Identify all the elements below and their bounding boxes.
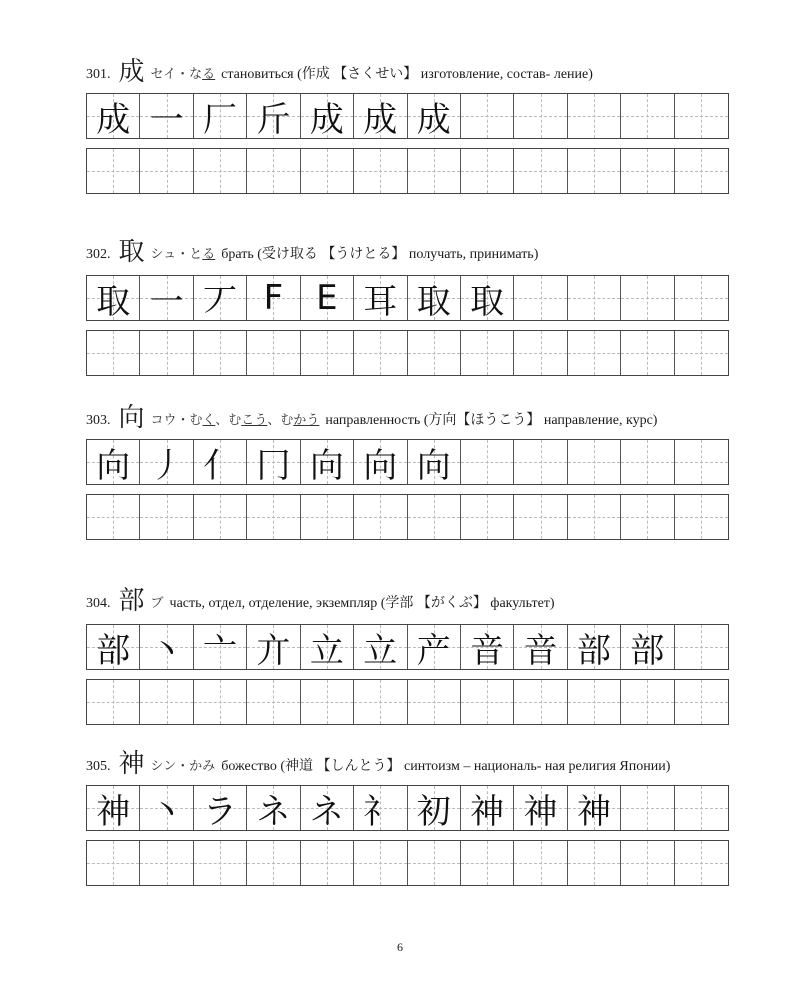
stroke-glyph: 取 [416,281,451,320]
practice-cell[interactable] [568,331,621,375]
practice-cell[interactable] [461,331,514,375]
stroke-glyph: 亻 [203,445,238,484]
stroke-glyph: F [263,278,284,318]
practice-cell[interactable] [354,331,407,375]
stroke-glyph: 一 [149,281,184,320]
kanji-entry [86,57,729,194]
stroke-cell [461,625,514,669]
stroke-glyph: 成 [416,99,451,138]
entry-number: 305. [86,759,111,774]
entry-heading [86,57,729,87]
practice-grid[interactable] [86,494,729,540]
entry-meaning: часть, отдел, отделение, экземпляр (学部 【がくぶ】 факультет) [169,596,555,611]
practice-cell[interactable] [140,495,193,539]
stroke-cell [408,440,461,484]
stroke-glyph: ラ [203,791,238,830]
practice-grid[interactable] [86,679,729,725]
practice-cell[interactable] [568,495,621,539]
entry-meaning: божество (神道 【しんとう】 синтоизм – националь- ная религия Японии) [221,759,671,774]
stroke-cell [514,94,567,138]
practice-cell[interactable] [675,495,728,539]
reading-part: る [202,247,216,262]
entry-kanji: 神 [118,749,145,779]
stroke-glyph: 亠 [203,630,238,669]
practice-cell[interactable] [568,149,621,193]
practice-cell[interactable] [140,841,193,885]
stroke-cell [354,94,407,138]
entry-number: 302. [86,247,111,262]
stroke-cell [675,625,728,669]
stroke-cell [408,94,461,138]
practice-grid[interactable] [86,840,729,886]
stroke-glyph: 立 [309,630,344,669]
practice-cell[interactable] [247,841,300,885]
stroke-cell [247,94,300,138]
practice-cell[interactable] [621,841,674,885]
entry-number: 301. [86,67,111,82]
stroke-glyph: 神 [96,791,131,830]
stroke-glyph: 部 [576,630,611,669]
practice-cell[interactable] [514,149,567,193]
practice-cell[interactable] [140,680,193,724]
stroke-cell [301,786,354,830]
readings [151,759,216,774]
practice-cell[interactable] [194,149,247,193]
practice-cell[interactable] [301,331,354,375]
practice-cell[interactable] [247,680,300,724]
stroke-order-grid [86,624,729,670]
entry-meaning: направленность (方向【ほうこう】 направление, курс) [325,413,658,428]
stroke-glyph: 冂 [256,445,291,484]
reading-part: かう [293,413,320,428]
practice-cell[interactable] [87,149,140,193]
practice-grid[interactable] [86,330,729,376]
stroke-cell [87,786,140,830]
stroke-cell [140,94,193,138]
reading-part: 、む [267,413,294,428]
stroke-glyph: E [316,278,338,318]
stroke-cell [568,440,621,484]
stroke-glyph: 音 [523,630,558,669]
entry-heading [86,586,729,616]
stroke-cell [568,786,621,830]
practice-cell[interactable] [408,331,461,375]
stroke-cell [247,625,300,669]
practice-cell[interactable] [568,841,621,885]
stroke-cell [301,94,354,138]
stroke-cell [621,786,674,830]
stroke-glyph: 向 [309,445,344,484]
stroke-cell [675,440,728,484]
stroke-glyph: 神 [523,791,558,830]
stroke-glyph: 成 [96,99,131,138]
stroke-glyph: 向 [363,445,398,484]
stroke-cell [354,440,407,484]
entry-heading [86,403,729,433]
stroke-cell [194,440,247,484]
practice-cell[interactable] [621,495,674,539]
practice-grid[interactable] [86,148,729,194]
stroke-glyph: 厂 [203,99,238,138]
practice-cell[interactable] [247,331,300,375]
entry-heading [86,237,729,267]
stroke-cell [461,94,514,138]
stroke-cell [514,625,567,669]
stroke-glyph: ネ [309,791,344,830]
stroke-cell [194,786,247,830]
stroke-glyph: 成 [363,99,398,138]
stroke-cell [408,786,461,830]
stroke-glyph: 初 [416,791,451,830]
practice-cell[interactable] [354,495,407,539]
stroke-cell [140,440,193,484]
kanji-entry [86,586,729,725]
reading-part: コウ・む [150,413,203,428]
stroke-glyph: 向 [416,445,451,484]
reading-part: く [202,413,216,428]
practice-cell[interactable] [194,495,247,539]
practice-cell[interactable] [194,331,247,375]
practice-cell[interactable] [675,149,728,193]
stroke-cell [140,276,193,320]
entry-heading [86,749,729,779]
stroke-cell [247,276,300,320]
practice-cell[interactable] [675,680,728,724]
entry-kanji: 取 [118,237,145,267]
stroke-cell [301,440,354,484]
practice-cell[interactable] [194,841,247,885]
reading-part: る [202,67,216,82]
practice-cell[interactable] [354,149,407,193]
stroke-glyph: 神 [470,791,505,830]
stroke-glyph: 成 [309,99,344,138]
reading-part: シュ・と [150,247,203,262]
stroke-cell [675,94,728,138]
practice-cell[interactable] [87,680,140,724]
entry-meaning: брать (受け取る 【うけとる】 получать, принимать) [221,247,539,262]
stroke-glyph: 取 [470,281,505,320]
practice-cell[interactable] [461,841,514,885]
stroke-cell [514,440,567,484]
practice-cell[interactable] [408,680,461,724]
practice-cell[interactable] [514,331,567,375]
stroke-cell [301,276,354,320]
stroke-cell [87,625,140,669]
practice-cell[interactable] [87,841,140,885]
stroke-glyph: 耳 [363,281,398,320]
page-number: 6 [397,940,403,954]
reading-part: こう [241,413,268,428]
stroke-cell [621,94,674,138]
entry-kanji: 成 [118,57,145,87]
stroke-cell [621,276,674,320]
stroke-glyph: 丿 [149,445,184,484]
practice-cell[interactable] [301,841,354,885]
stroke-cell [621,625,674,669]
stroke-glyph: 产 [416,630,451,669]
stroke-glyph: 神 [576,791,611,830]
practice-cell[interactable] [140,149,193,193]
stroke-cell [621,440,674,484]
reading-part: 、む [215,413,242,428]
practice-cell[interactable] [461,495,514,539]
stroke-cell [408,625,461,669]
stroke-glyph: 丶 [149,791,184,830]
stroke-glyph: 亣 [256,630,291,669]
stroke-cell [247,786,300,830]
stroke-cell [140,786,193,830]
stroke-cell [354,786,407,830]
entry-kanji: 向 [118,403,145,433]
practice-cell[interactable] [301,495,354,539]
practice-cell[interactable] [87,495,140,539]
stroke-cell [568,625,621,669]
kanji-entry [86,403,729,540]
stroke-cell [87,440,140,484]
stroke-cell [87,94,140,138]
readings [151,247,216,262]
practice-cell[interactable] [461,149,514,193]
stroke-cell [87,276,140,320]
stroke-cell [247,440,300,484]
stroke-order-grid [86,439,729,485]
practice-cell[interactable] [514,495,567,539]
kanji-entry [86,237,729,376]
practice-cell[interactable] [408,149,461,193]
practice-cell[interactable] [87,331,140,375]
practice-cell[interactable] [514,680,567,724]
practice-cell[interactable] [247,149,300,193]
stroke-cell [194,276,247,320]
stroke-cell [408,276,461,320]
practice-cell[interactable] [621,331,674,375]
practice-cell[interactable] [675,331,728,375]
practice-cell[interactable] [301,680,354,724]
stroke-cell [194,625,247,669]
entry-kanji: 部 [118,586,145,616]
stroke-cell [140,625,193,669]
stroke-cell [461,786,514,830]
stroke-cell [354,625,407,669]
stroke-glyph: 向 [96,445,131,484]
stroke-glyph: 音 [470,630,505,669]
stroke-cell [675,786,728,830]
readings [151,596,164,611]
stroke-cell [514,786,567,830]
stroke-cell [461,440,514,484]
practice-cell[interactable] [408,841,461,885]
reading-part: ブ [150,596,164,611]
stroke-glyph: 立 [363,630,398,669]
stroke-glyph: 斤 [256,99,291,138]
stroke-order-grid [86,785,729,831]
stroke-cell [194,94,247,138]
stroke-cell [568,276,621,320]
stroke-cell [568,94,621,138]
stroke-glyph: ネ [256,791,291,830]
stroke-glyph: 一 [149,99,184,138]
stroke-glyph: 取 [96,281,131,320]
reading-part: セイ・な [150,67,203,82]
stroke-order-grid [86,275,729,321]
practice-cell[interactable] [675,841,728,885]
entry-number: 303. [86,413,111,428]
practice-cell[interactable] [514,841,567,885]
readings [151,67,216,82]
practice-cell[interactable] [140,331,193,375]
practice-cell[interactable] [354,841,407,885]
entry-meaning: становиться (作成 【さくせい】 изготовление, состав- ление) [221,67,593,82]
stroke-cell [301,625,354,669]
practice-cell[interactable] [621,149,674,193]
stroke-glyph: 丆 [203,281,238,320]
practice-cell[interactable] [194,680,247,724]
practice-cell[interactable] [247,495,300,539]
practice-cell[interactable] [568,680,621,724]
practice-cell[interactable] [301,149,354,193]
stroke-cell [514,276,567,320]
reading-part: シン・かみ [150,759,216,774]
kanji-entry [86,749,729,886]
stroke-cell [461,276,514,320]
stroke-cell [675,276,728,320]
stroke-glyph: 礻 [363,791,398,830]
stroke-cell [354,276,407,320]
stroke-order-grid [86,93,729,139]
readings [151,413,320,428]
stroke-glyph: 部 [96,630,131,669]
practice-cell[interactable] [354,680,407,724]
stroke-glyph: 部 [630,630,665,669]
stroke-glyph: 丶 [149,630,184,669]
practice-cell[interactable] [408,495,461,539]
practice-cell[interactable] [621,680,674,724]
entry-number: 304. [86,596,111,611]
practice-cell[interactable] [461,680,514,724]
